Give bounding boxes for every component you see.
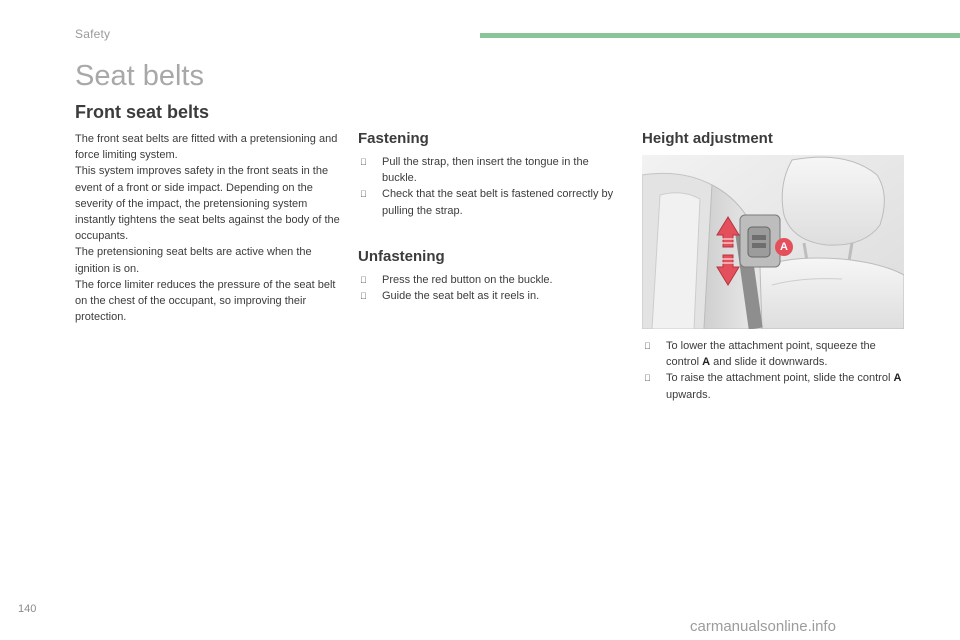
fastening-heading: Fastening	[358, 130, 429, 147]
list-item-text: upwards.	[666, 388, 711, 401]
section-accent-bar	[480, 33, 960, 38]
seat-belt-illustration-svg	[642, 155, 904, 329]
page-title: Seat belts	[75, 60, 204, 92]
seat-belt-height-illustration	[642, 155, 904, 329]
intro-paragraph: This system improves safety in the front seats in the event of a front or side impact. Depending on the severity of the impact, the pretensioning system instantly tightens the seat belts against the body of the occupants.	[75, 165, 340, 243]
checkbox-marker-icon	[360, 154, 367, 170]
list-item-text: and slide it downwards.	[710, 356, 828, 369]
list-item-text: Guide the seat belt as it reels in.	[382, 290, 540, 303]
control-label: A	[702, 356, 711, 369]
fastening-list	[358, 154, 620, 219]
page-number: 140	[18, 603, 37, 615]
checkbox-marker-icon	[644, 338, 651, 354]
unfastening-list	[358, 272, 620, 304]
intro-paragraph: The front seat belts are fitted with a pretensioning and force limiting system.	[75, 133, 338, 162]
intro-paragraph: The force limiter reduces the pressure of the seat belt on the chest of the occupant, so improving their protection.	[75, 278, 336, 324]
list-item-text: Pull the strap, then insert the tongue in the buckle.	[382, 156, 589, 185]
control-label: A	[893, 372, 902, 385]
checkbox-marker-icon	[644, 370, 651, 386]
subtitle: Front seat belts	[75, 102, 210, 122]
checkbox-marker-icon	[360, 288, 367, 304]
list-item-text: To lower the attachment point, squeeze the control	[666, 340, 876, 369]
list-item	[642, 338, 908, 370]
intro-text	[75, 131, 345, 325]
list-item-text: Press the red button on the buckle.	[382, 274, 553, 286]
unfastening-heading: Unfastening	[358, 248, 445, 265]
intro-paragraph: The pretensioning seat belts are active when the ignition is on.	[75, 246, 312, 275]
list-item	[358, 154, 620, 186]
list-item-text: To raise the attachment point, slide the control	[666, 372, 894, 385]
list-item	[358, 288, 620, 304]
list-item	[358, 272, 620, 288]
section-label: Safety	[75, 27, 111, 41]
checkbox-marker-icon	[360, 186, 367, 202]
height-adjustment-list	[642, 338, 908, 403]
watermark: carmanualsonline.info	[690, 618, 836, 635]
list-item	[358, 186, 620, 218]
control-a-marker-label: A	[780, 241, 788, 253]
height-adjustment-heading: Height adjustment	[642, 130, 773, 147]
list-item-text: Check that the seat belt is fastened correctly by pulling the strap.	[382, 188, 614, 217]
list-item	[642, 370, 908, 402]
checkbox-marker-icon	[360, 272, 367, 288]
